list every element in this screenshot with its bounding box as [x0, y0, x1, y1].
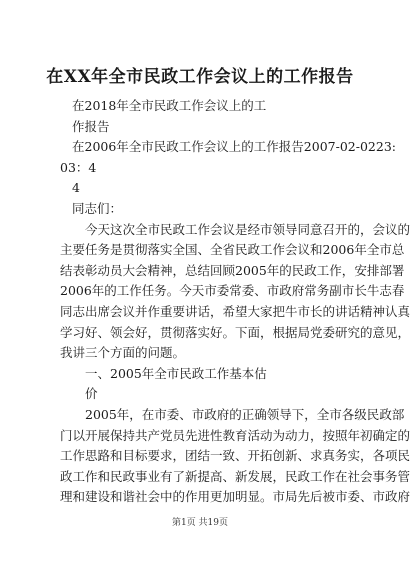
- body-line: 门以开展保持共产党员先进性教育活动为动力，按照年初确定的: [60, 427, 410, 443]
- body-line: 政工作和民政事业有了新提高、新发展，民政工作在社会事务管: [60, 468, 410, 484]
- document-body: [60, 96, 410, 508]
- body-line: 在2018年全市民政工作会议上的工: [72, 98, 267, 113]
- body-line: 今天这次全市民政工作会议是经市领导同意召开的，会议的: [85, 221, 410, 237]
- body-line: 2006年的工作任务。今天市委常委、市政府常务副市长牛志春: [60, 283, 405, 299]
- body-line: 工作思路和目标要求，团结一致、开拓创新、求真务实，各项民: [60, 448, 410, 464]
- body-line: 2005年，在市委、市政府的正确领导下，全市各级民政部: [85, 406, 405, 422]
- document-title: 在XX年全市民政工作会议上的工作报告: [46, 67, 354, 87]
- body-line: 学习好、领会好，贯彻落实好。下面，根据局党委研究的意见，: [60, 324, 410, 340]
- section-heading: 一、2005年全市民政工作基本估: [85, 365, 267, 381]
- body-line: 理和建设和谐社会中的作用更加明显。市局先后被市委、市政府: [60, 489, 410, 505]
- body-line: 在2006年全市民政工作会议上的工作报告2007-02-0223:: [72, 139, 396, 155]
- body-line: 作报告: [72, 118, 110, 134]
- body-line: 我讲三个方面的问题。: [60, 345, 186, 361]
- body-line: 结表彰动员大会精神，总结回顾2005年的民政工作，安排部署: [60, 262, 405, 278]
- body-line: 同志出席会议并作重要讲话，希望大家把牛市长的讲话精神认真: [60, 303, 410, 319]
- body-line: 03：4: [60, 159, 97, 175]
- section-heading: 价: [85, 386, 98, 402]
- page-number-footer: 第1页 共19页: [171, 518, 229, 528]
- body-line: 4: [72, 180, 80, 196]
- body-line: 同志们：: [72, 200, 123, 216]
- body-line: 主要任务是贯彻落实全国、全省民政工作会议和2006年全市总: [60, 242, 405, 258]
